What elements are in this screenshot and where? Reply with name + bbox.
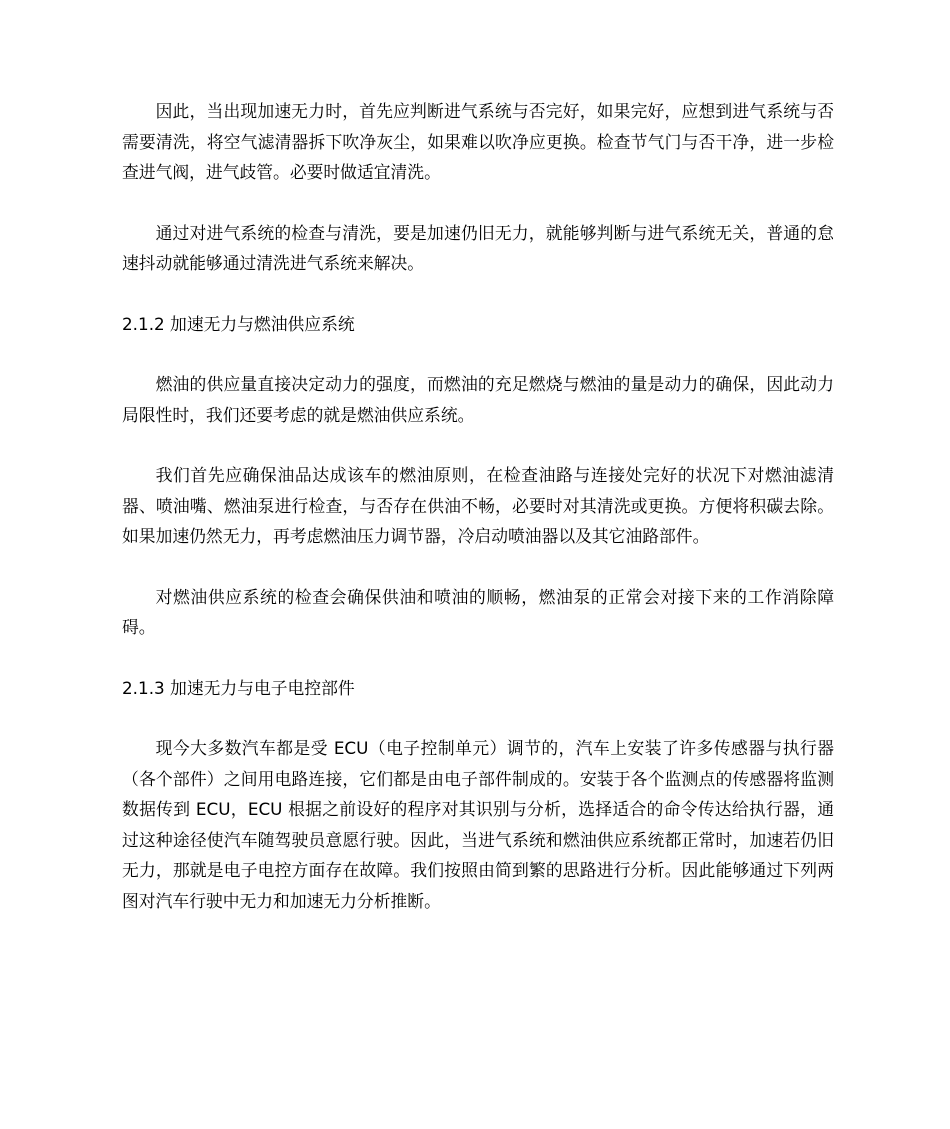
- paragraph-fuel-supply-check: 我们首先应确保油品达成该车的燃油原则，在检查油路与连接处完好的状况下对燃油滤清器、喷油嘴、燃油泵进行检查，与否存在供油不畅，必要时对其清洗或更换。方便将积碳去除。如果加速仍然无力，再考虑燃油压力调节器，冷启动喷油器以及其它油路部件。: [122, 465, 834, 546]
- document-page: [122, 96, 834, 946]
- paragraph-fuel-supply-result: 对燃油供应系统的检查会确保供油和喷油的顺畅，燃油泵的正常会对接下来的工作消除障碍。: [122, 586, 834, 637]
- paragraph-electronic-control: 现今大多数汽车都是受 ECU（电子控制单元）调节的，汽车上安装了许多传感器与执行器（各个部件）之间用电路连接，它们都是由电子部件制成的。安装于各个监测点的传感器将监测数据传到 ECU，ECU 根据之前设好的程序对其识别与分析，选择适合的命令传达给执行器，通过这种途径使汽车随驾驶员意愿行驶。因此，当进气系统和燃油供应系统都正常时，加速若仍旧无力，那就是电子电控方面存在故障。我们按照由简到繁的思路进行分析。因此能够通过下列两图对汽车行驶中无力和加速无力分析推断。: [122, 738, 834, 911]
- paragraph-fuel-supply-intro: 燃油的供应量直接决定动力的强度，而燃油的充足燃烧与燃油的量是动力的确保，因此动力局限性时，我们还要考虑的就是燃油供应系统。: [122, 374, 834, 425]
- section-heading-2-1-2: 2.1.2 加速无力与燃油供应系统: [122, 313, 355, 334]
- section-heading-2-1-3: 2.1.3 加速无力与电子电控部件: [122, 677, 355, 698]
- paragraph-intake-check: 因此，当出现加速无力时，首先应判断进气系统与否完好，如果完好，应想到进气系统与否需要清洗，将空气滤清器拆下吹净灰尘，如果难以吹净应更换。检查节气门与否干净，进一步检查进气阀，进气歧管。必要时做适宜清洗。: [122, 101, 834, 182]
- paragraph-intake-conclusion: 通过对进气系统的检查与清洗，要是加速仍旧无力，就能够判断与进气系统无关，普通的怠速抖动就能够通过清洗进气系统来解决。: [122, 222, 834, 273]
